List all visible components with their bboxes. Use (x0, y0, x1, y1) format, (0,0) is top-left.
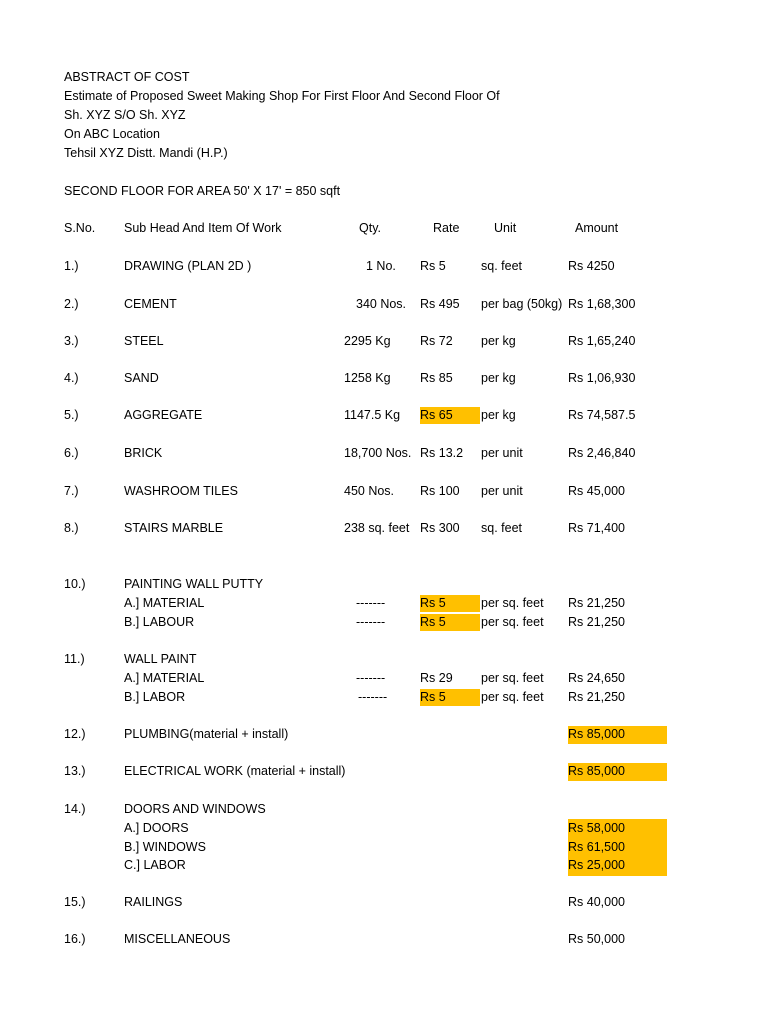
row-sno: 10.) (64, 577, 86, 591)
row-amount: Rs 1,65,240 (568, 334, 636, 348)
estimate-line: Estimate of Proposed Sweet Making Shop For First Floor And Second Floor Of (64, 89, 500, 103)
row-qty: ------- (356, 615, 386, 629)
row-amount: Rs 21,250 (568, 690, 625, 704)
location-line: On ABC Location (64, 127, 160, 141)
row-rate: Rs 300 (420, 521, 460, 535)
row-item: PAINTING WALL PUTTY (124, 577, 264, 591)
row-sno: 5.) (64, 408, 79, 422)
row-qty: 1 No. (366, 259, 396, 273)
row-unit: per kg (481, 408, 516, 422)
row-rate: Rs 100 (420, 484, 460, 498)
row-qty: 238 sq. feet (344, 521, 410, 535)
row-sno: 6.) (64, 446, 79, 460)
tehsil-line: Tehsil XYZ Distt. Mandi (H.P.) (64, 146, 228, 160)
row-sno: 2.) (64, 297, 79, 311)
row-unit: per kg (481, 334, 516, 348)
row-amount: Rs 71,400 (568, 521, 625, 535)
row-item: BRICK (124, 446, 163, 460)
row-item: WALL PAINT (124, 652, 197, 666)
row-item: CEMENT (124, 297, 177, 311)
row-item: A.] DOORS (124, 821, 189, 835)
row-item: B.] LABOUR (124, 615, 195, 629)
row-item: WASHROOM TILES (124, 484, 238, 498)
row-item: DRAWING (PLAN 2D ) (124, 259, 252, 273)
owner-line: Sh. XYZ S/O Sh. XYZ (64, 108, 186, 122)
row-sno: 15.) (64, 895, 86, 909)
row-rate: Rs 495 (420, 297, 460, 311)
row-qty: ------- (356, 671, 386, 685)
row-item: A.] MATERIAL (124, 596, 205, 610)
row-item: STEEL (124, 334, 164, 348)
row-rate: Rs 13.2 (420, 446, 464, 460)
row-rate: Rs 72 (420, 334, 453, 348)
row-unit: per bag (50kg) (481, 297, 563, 311)
col-amount-header: Amount (575, 221, 619, 235)
row-amount: Rs 24,650 (568, 671, 625, 685)
col-rate-header: Rate (433, 221, 460, 235)
row-unit: per unit (481, 484, 523, 498)
row-amount: Rs 74,587.5 (568, 408, 636, 422)
row-rate: Rs 29 (420, 671, 453, 685)
row-item: ELECTRICAL WORK (material + install) (124, 764, 346, 778)
row-qty: 450 Nos. (344, 484, 395, 498)
row-unit: per unit (481, 446, 523, 460)
row-qty: 18,700 Nos. (344, 446, 412, 460)
row-amount: Rs 40,000 (568, 895, 625, 909)
row-sno: 8.) (64, 521, 79, 535)
row-amount: Rs 21,250 (568, 615, 625, 629)
row-item: A.] MATERIAL (124, 671, 205, 685)
row-unit: per kg (481, 371, 516, 385)
row-sno: 13.) (64, 764, 86, 778)
row-sno: 11.) (64, 652, 85, 666)
row-unit: per sq. feet (481, 615, 544, 629)
row-qty: ------- (356, 596, 386, 610)
row-qty: 1258 Kg (344, 371, 391, 385)
row-qty: ------- (358, 690, 388, 704)
row-sno: 4.) (64, 371, 79, 385)
row-sno: 1.) (64, 259, 79, 273)
row-item: AGGREGATE (124, 408, 203, 422)
row-amount-highlighted: Rs 25,000 (568, 858, 625, 872)
row-item: STAIRS MARBLE (124, 521, 224, 535)
row-item: MISCELLANEOUS (124, 932, 231, 946)
row-rate: Rs 85 (420, 371, 453, 385)
row-sno: 16.) (64, 932, 86, 946)
row-unit: per sq. feet (481, 671, 544, 685)
row-amount: Rs 50,000 (568, 932, 625, 946)
row-rate: Rs 5 (420, 259, 446, 273)
row-item: PLUMBING(material + install) (124, 727, 289, 741)
row-amount: Rs 1,06,930 (568, 371, 636, 385)
row-qty: 1147.5 Kg (344, 408, 401, 422)
row-item: B.] LABOR (124, 690, 186, 704)
row-sno: 3.) (64, 334, 79, 348)
row-sno: 14.) (64, 802, 86, 816)
row-amount-highlighted: Rs 85,000 (568, 763, 667, 781)
row-amount: Rs 45,000 (568, 484, 625, 498)
row-rate-highlighted: Rs 65 (420, 407, 480, 424)
row-sno: 12.) (64, 727, 86, 741)
row-item: C.] LABOR (124, 858, 186, 872)
row-amount-highlighted: Rs 85,000 (568, 726, 667, 744)
row-item: DOORS AND WINDOWS (124, 802, 266, 816)
row-amount: Rs 4250 (568, 259, 615, 273)
row-item: SAND (124, 371, 159, 385)
col-item-header: Sub Head And Item Of Work (124, 221, 282, 235)
doc-title: ABSTRACT OF COST (64, 70, 190, 84)
row-rate-highlighted: Rs 5 (420, 614, 480, 631)
section-heading: SECOND FLOOR FOR AREA 50' X 17' = 850 sqft (64, 184, 341, 198)
row-unit: sq. feet (481, 521, 522, 535)
row-amount: Rs 1,68,300 (568, 297, 636, 311)
col-unit-header: Unit (494, 221, 517, 235)
row-amount-highlighted: Rs 58,000 (568, 821, 625, 835)
col-sno-header: S.No. (64, 221, 96, 235)
row-rate-highlighted: Rs 5 (420, 689, 480, 706)
row-item: RAILINGS (124, 895, 183, 909)
row-amount-highlighted: Rs 61,500 (568, 840, 625, 854)
row-sno: 7.) (64, 484, 79, 498)
row-qty: 2295 Kg (344, 334, 391, 348)
row-rate-highlighted: Rs 5 (420, 595, 480, 612)
row-unit: per sq. feet (481, 690, 544, 704)
row-qty: 340 Nos. (356, 297, 407, 311)
row-item: B.] WINDOWS (124, 840, 206, 854)
row-unit: sq. feet (481, 259, 522, 273)
row-amount: Rs 2,46,840 (568, 446, 636, 460)
col-qty-header: Qty. (359, 221, 381, 235)
row-unit: per sq. feet (481, 596, 544, 610)
row-amount: Rs 21,250 (568, 596, 625, 610)
